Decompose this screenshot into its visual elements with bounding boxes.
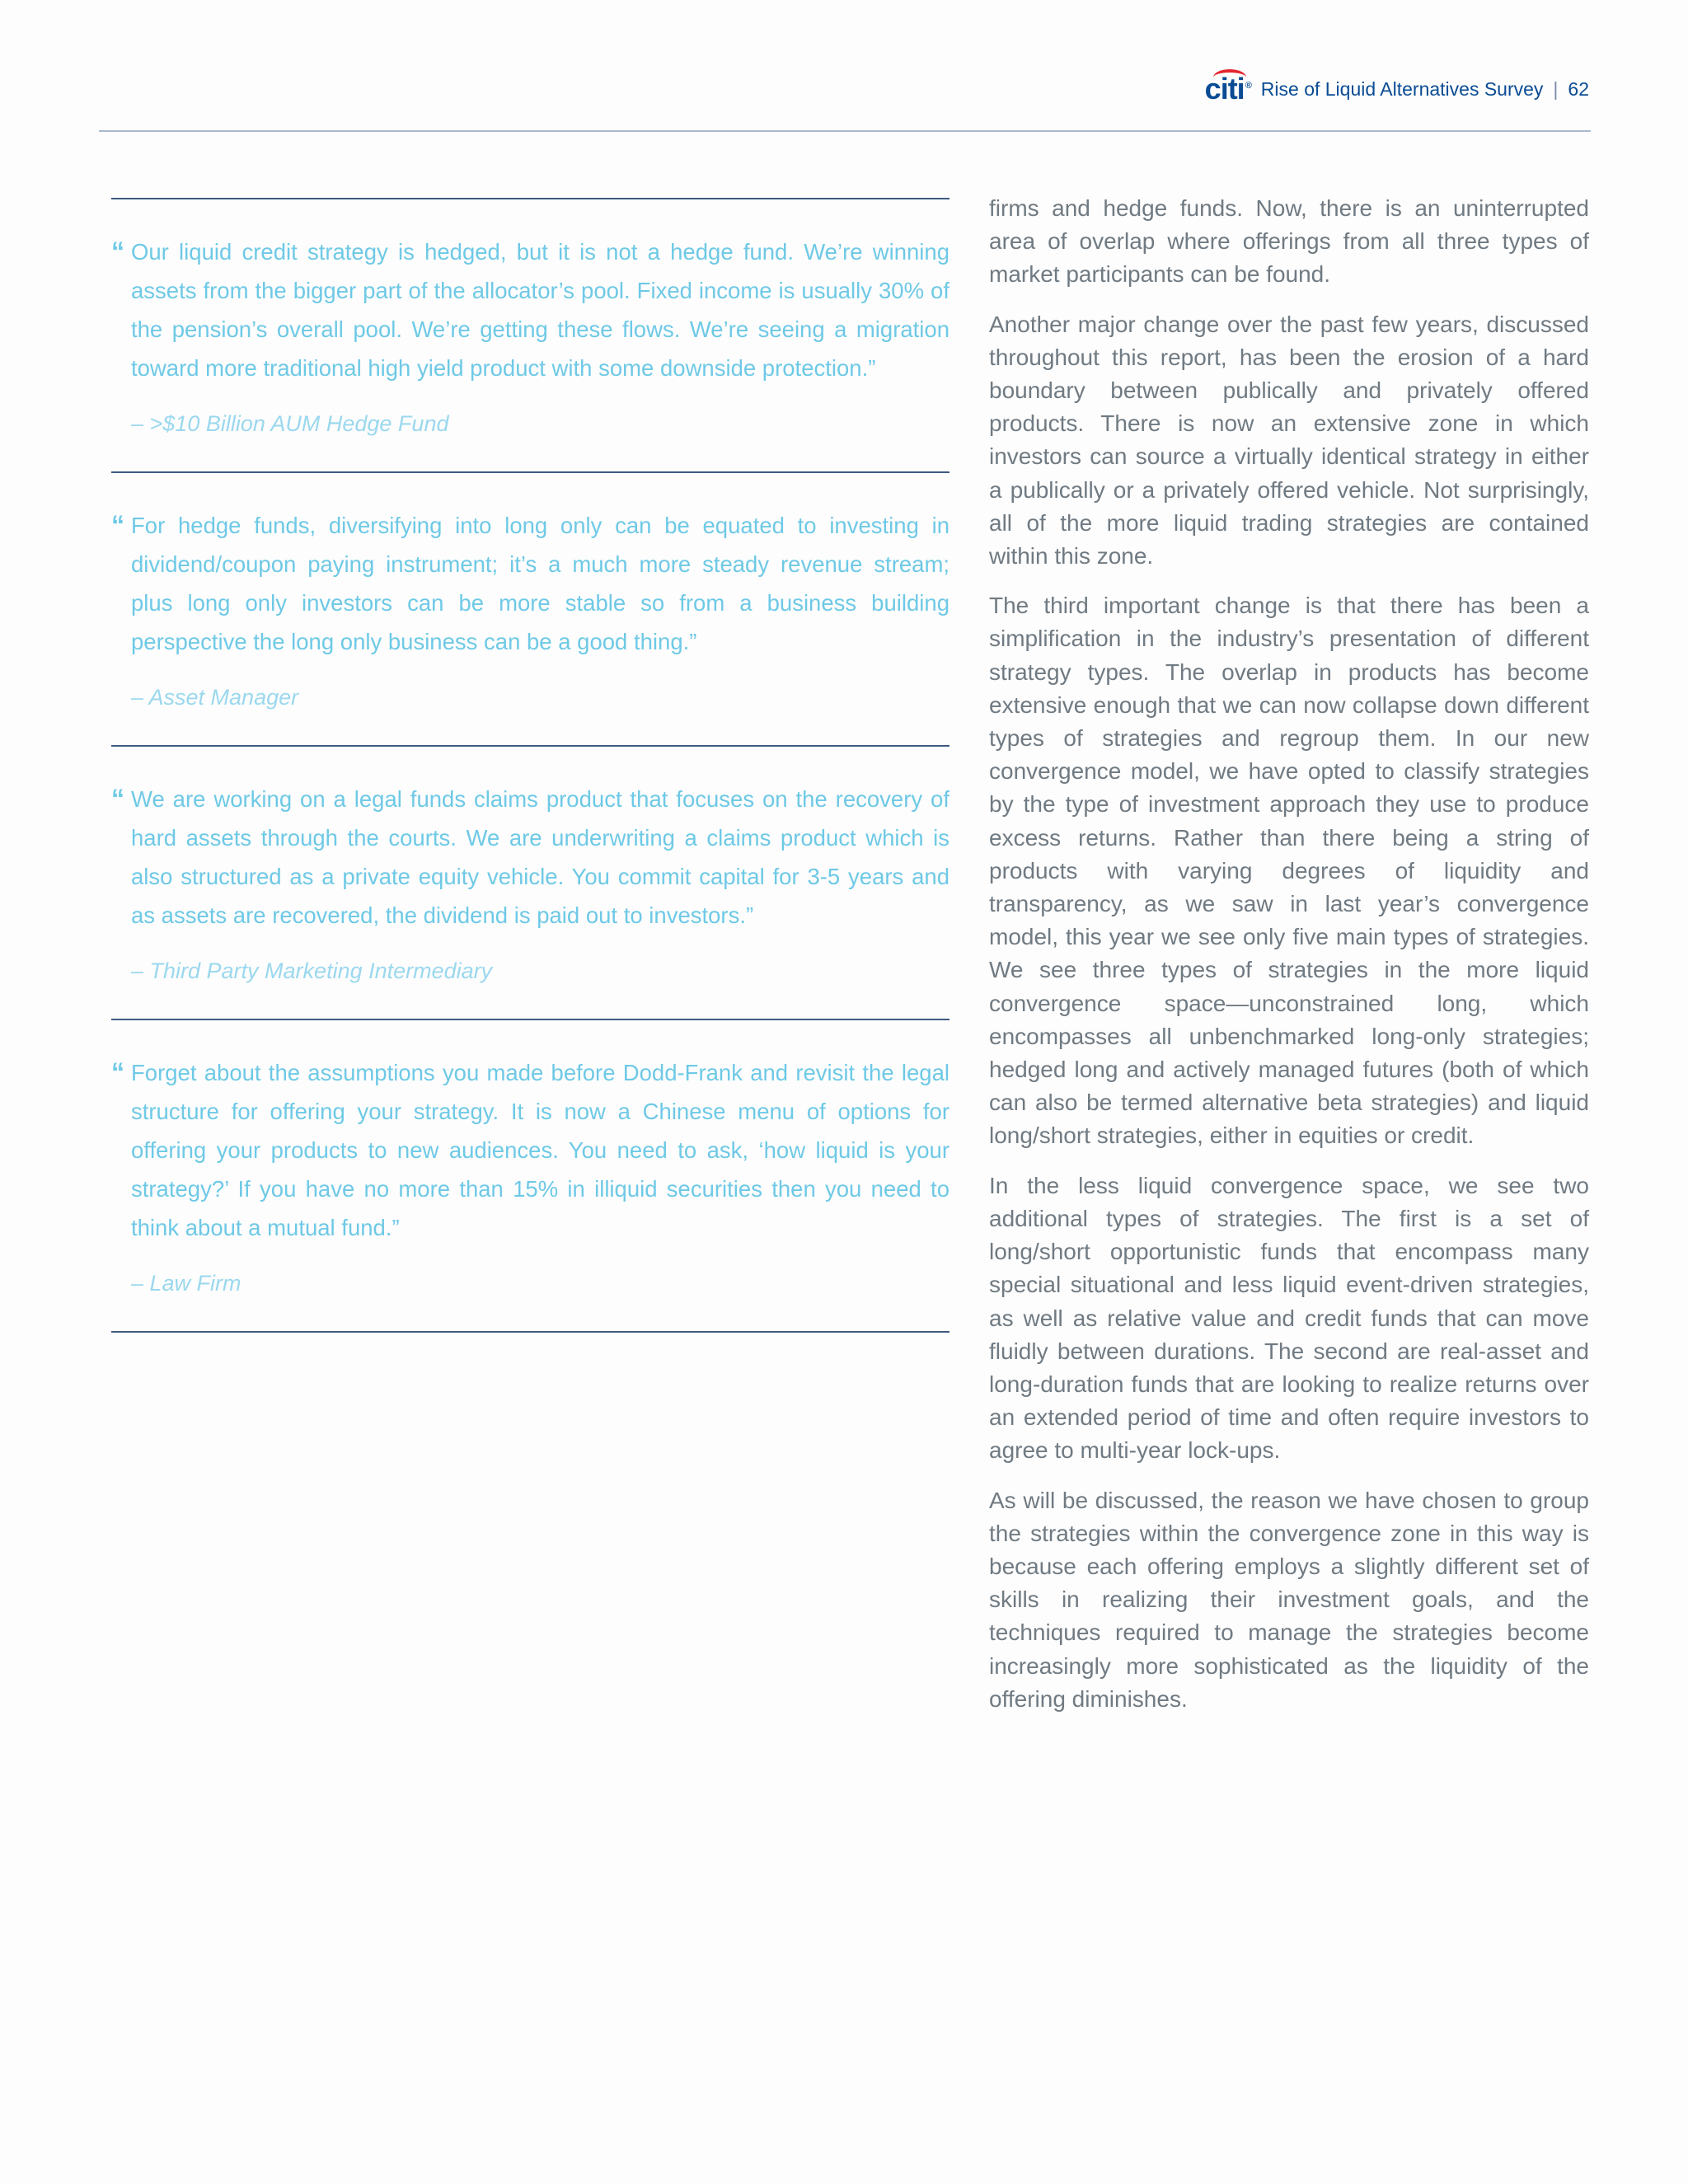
page-header (1205, 64, 1589, 114)
quote-block (111, 198, 950, 471)
quote-text: Forget about the assumptions you made before Dodd-Frank and revisit the legal structure for offering your strategy. It is now a Chinese menu of options for offering your products to new audiences. You need to ask, ‘how liquid is your strategy?’ If you have no more than 15% in illiquid securities then you need to think about a mutual fund.” (131, 1060, 950, 1240)
document-title: Rise of Liquid Alternatives Survey (1260, 77, 1544, 100)
quotes-column (111, 198, 950, 1333)
registered-mark: ® (1245, 81, 1251, 91)
body-paragraph: As will be discussed, the reason we have chosen to group the strategies within the convergence zone in this way is because each offering employs a slightly different set of skills in realizing their investment goals, and the techniques required to manage the strategies become increasingly more sophisticated as the liquidity of the offering diminishes. (989, 1487, 1589, 1712)
body-text-column (989, 192, 1589, 1732)
quote-text: For hedge funds, diversifying into long only can be equated to investing in dividend/coupon paying instrument; it’s a much more steady revenue stream; plus long only investors can be more stable so from a business building perspective the long only business can be a good thing.” (131, 513, 950, 654)
citi-logo-arc (1213, 69, 1246, 86)
quote-attribution: – Third Party Marketing Intermediary (131, 958, 493, 983)
quote-text: Our liquid credit strategy is hedged, but it is not a hedge fund. We’re winning assets from the bigger part of the allocator’s pool. Fixed income is usually 30% of the pension’s overall pool. We’re getting these flows. We’re seeing a migration toward more traditional high yield product with some downside protection.” (131, 239, 950, 381)
quote-block (111, 745, 950, 1019)
quote-mark: “ (111, 784, 124, 813)
header-rule (99, 130, 1591, 132)
quote-attribution: – Asset Manager (131, 685, 299, 710)
citi-logo (1205, 74, 1251, 104)
body-paragraph: Another major change over the past few years, discussed throughout this report, has been the erosion of a hard boundary between publically and privately offered products. There is now an extensive zone in which investors can source a virtually identical strategy in either a publically or a privately offered vehicle. Not surprisingly, all of the more liquid trading strategies are contained within this zone. (989, 311, 1589, 569)
quote-attribution: – >$10 Billion AUM Hedge Fund (131, 411, 449, 436)
quote-block (111, 471, 950, 745)
header-separator: | (1553, 77, 1559, 100)
quote-block (111, 1019, 950, 1333)
page-number: 62 (1568, 77, 1589, 100)
quote-text: We are working on a legal funds claims product that focuses on the recovery of hard assets through the courts. We are underwriting a claims product which is also structured as a private equity vehicle. You commit capital for 3-5 years and as assets are recovered, the dividend is paid out to investors.” (131, 786, 950, 928)
body-paragraph: In the less liquid convergence space, we see two additional types of strategies. The first is a set of long/short opportunistic funds that encompass many special situational and less liquid event-driven strategies, as well as relative value and credit funds that can move fluidly between durations. The second are real-asset and long-duration funds that are looking to realize returns over an extended period of time and often require investors to agree to multi-year lock-ups. (989, 1172, 1589, 1464)
quote-mark: “ (111, 510, 124, 540)
body-paragraph: The third important change is that there has been a simplification in the industry’s presentation of different strategy types. The overlap in products has become extensive enough that we can now collapse down different types of strategies and regroup them. In our new convergence model, we have opted to classify strategies by the type of investment approach they use to produce excess returns. Rather than there being a string of products with varying degrees of liquidity and transparency, as we saw in last year’s convergence model, this year we see only five main types of strategies. We see three types of strategies in the more liquid convergence space—unconstrained long, which encompasses all unbenchmarked long-only strategies; hedged long and actively managed futures (both of which can also be termed alternative beta strategies) and liquid long/short strategies, either in equities or credit. (989, 593, 1589, 1149)
quote-mark: “ (111, 1057, 124, 1087)
body-paragraph: firms and hedge funds. Now, there is an uninterrupted area of overlap where offerings from all three types of market participants can be found. (989, 195, 1589, 288)
quote-mark: “ (111, 237, 124, 266)
quote-attribution: – Law Firm (131, 1271, 241, 1296)
citi-logo-wordmark: citi® (1205, 74, 1251, 104)
